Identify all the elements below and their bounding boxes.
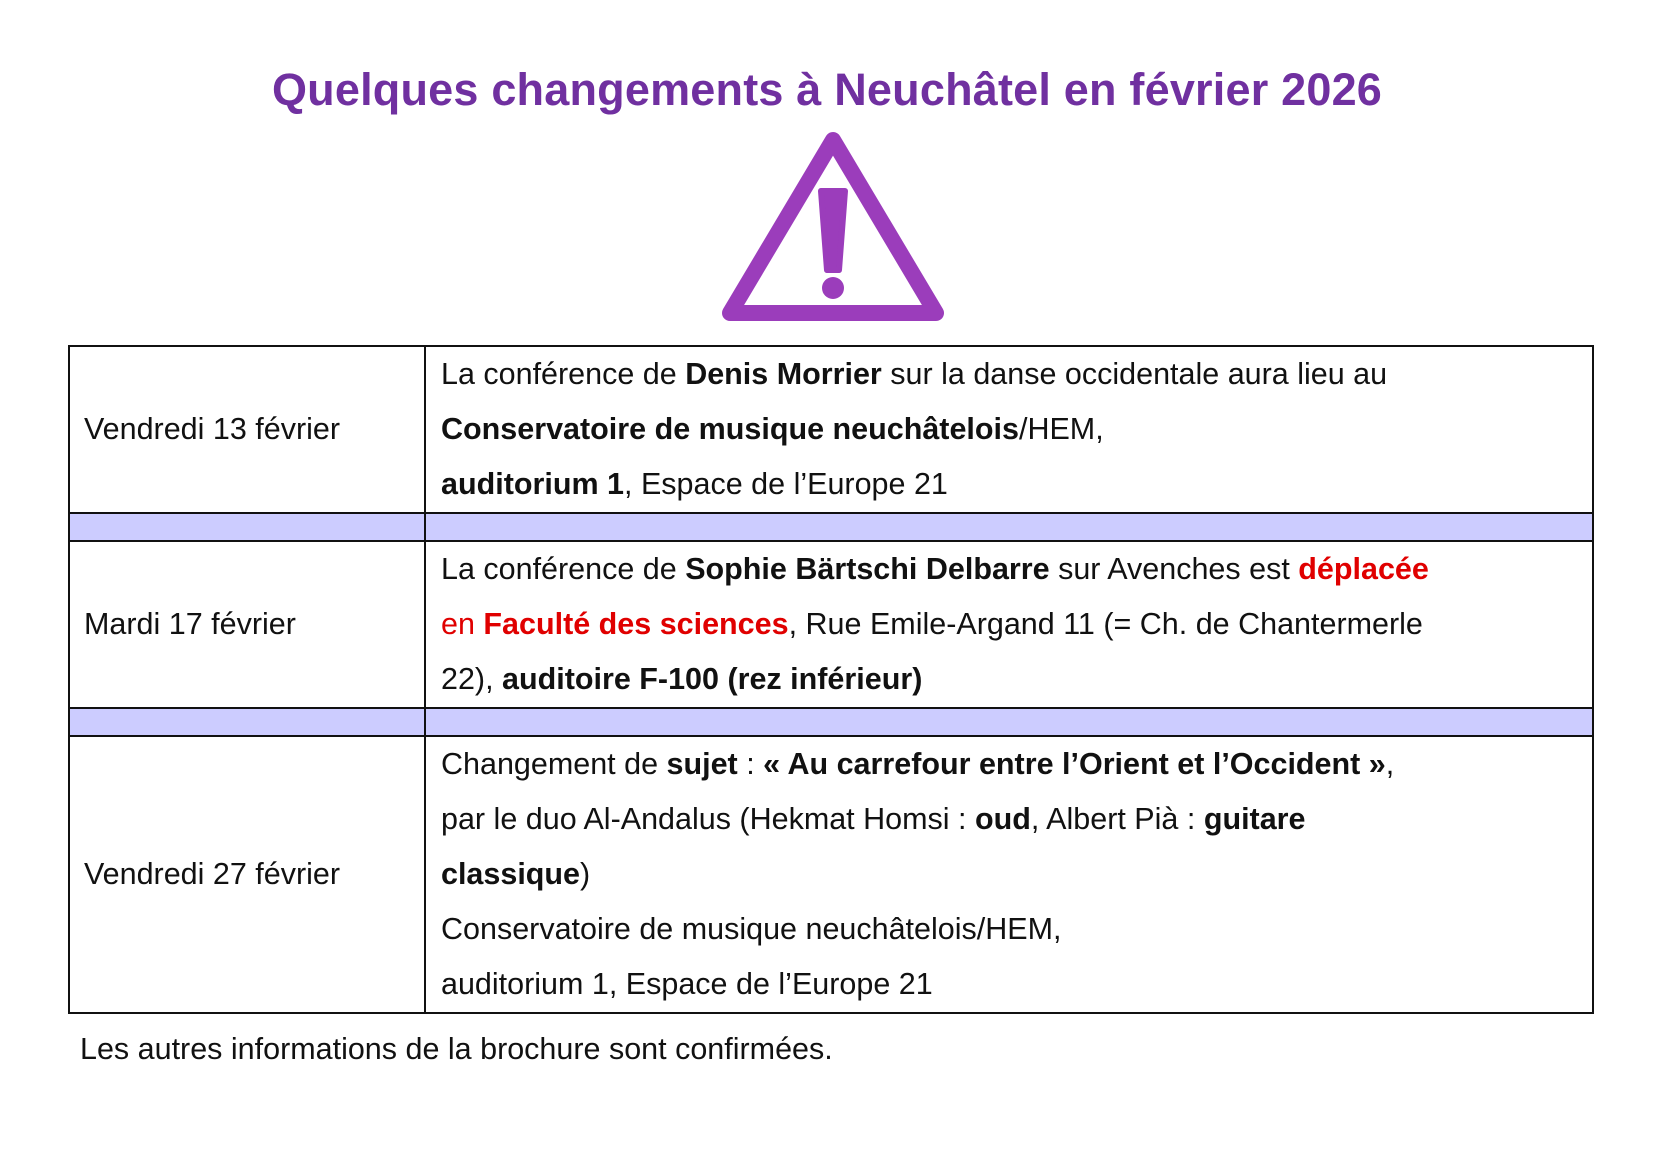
description-line: Conservatoire de musique neuchâtelois/HEM, — [441, 412, 1104, 446]
warning-triangle-icon — [718, 128, 948, 328]
date-cell: Vendredi 13 février — [69, 346, 425, 513]
separator-row — [69, 513, 1593, 541]
description-line: en Faculté des sciences, Rue Emile-Argand 11 (= Ch. de Chantermerle — [441, 607, 1423, 641]
footer-note: Les autres informations de la brochure sont confirmées. — [80, 1032, 833, 1066]
page-title: Quelques changements à Neuchâtel en février 2026 — [271, 64, 1383, 115]
description-cell — [425, 346, 1593, 513]
description-line: auditorium 1, Espace de l’Europe 21 — [441, 467, 948, 501]
description-cell — [425, 736, 1593, 1013]
date-cell: Vendredi 27 février — [69, 736, 425, 1013]
table-row — [69, 346, 1593, 513]
description-line: par le duo Al-Andalus (Hekmat Homsi : oud, Albert Pià : guitare — [441, 802, 1306, 836]
table-row — [69, 541, 1593, 708]
date-cell: Mardi 17 février — [69, 541, 425, 708]
description-line: 22), auditoire F-100 (rez inférieur) — [441, 662, 923, 696]
changes-table — [68, 345, 1594, 1014]
description-line: La conférence de Sophie Bärtschi Delbarre sur Avenches est déplacée — [441, 552, 1429, 586]
description-line: Changement de sujet : « Au carrefour entre l’Orient et l’Occident », — [441, 747, 1395, 781]
description-line: auditorium 1, Espace de l’Europe 21 — [441, 967, 933, 1001]
description-line: Conservatoire de musique neuchâtelois/HEM, — [441, 912, 1062, 946]
description-cell — [425, 541, 1593, 708]
description-line: La conférence de Denis Morrier sur la danse occidentale aura lieu au — [441, 357, 1388, 391]
description-line: classique) — [441, 857, 591, 891]
table-row — [69, 736, 1593, 1013]
separator-row — [69, 708, 1593, 736]
